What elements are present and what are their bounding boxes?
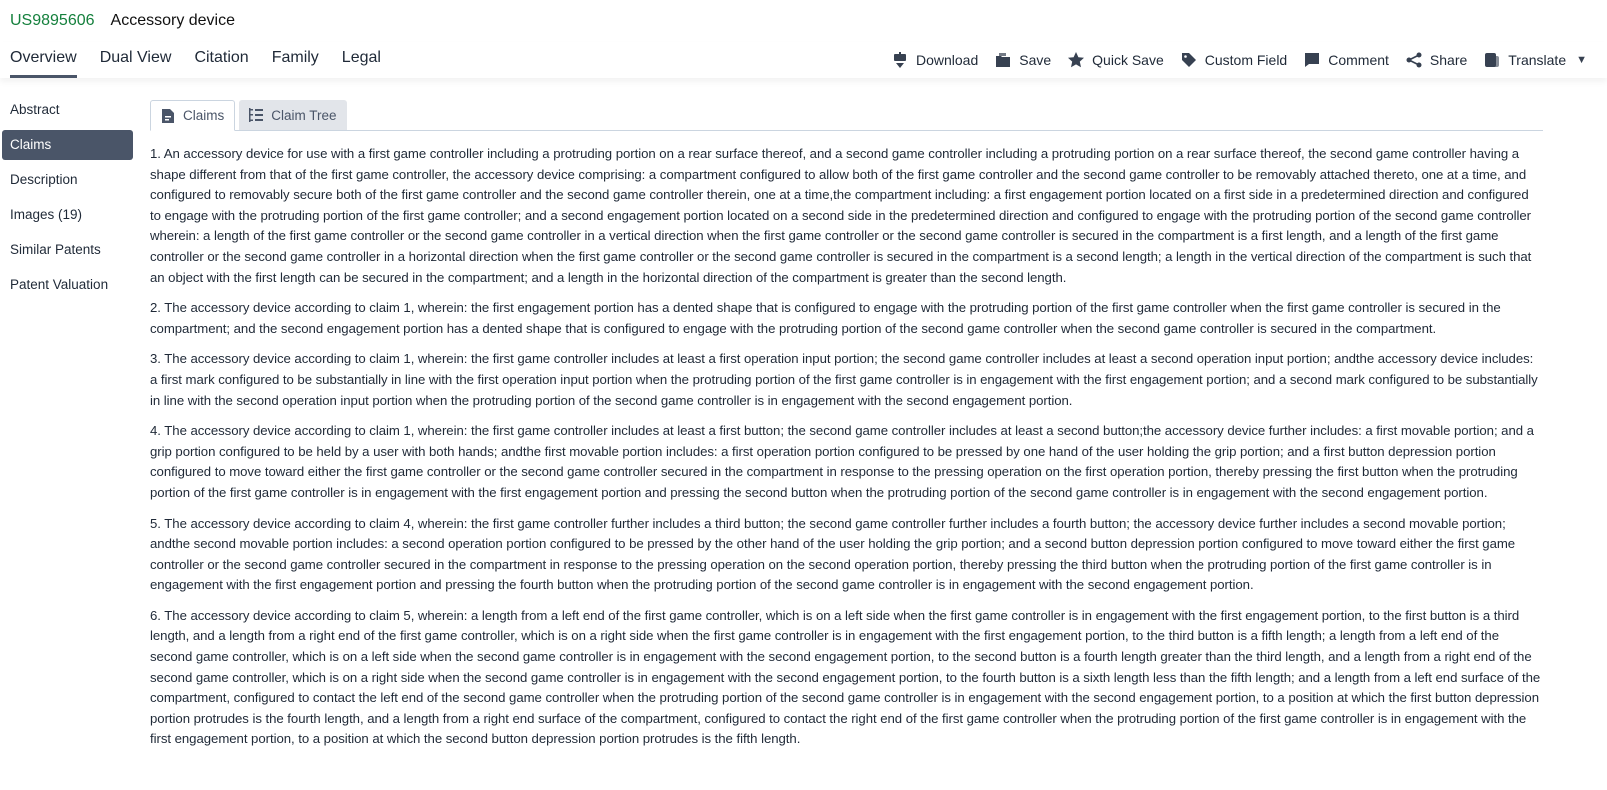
folder-icon bbox=[995, 52, 1011, 68]
star-icon bbox=[1068, 52, 1084, 68]
claims-panel bbox=[150, 100, 1543, 760]
save-label: Save bbox=[1019, 52, 1051, 68]
tab-overview[interactable]: Overview bbox=[10, 42, 77, 78]
claim-2: 2. The accessory device according to claim 1, wherein: the first engagement portion has a dented shape that is configured to engage with the protruding portion of the first game controller when the first game controller is secured in the compartment; and the second engagement portion has a dented shape that is configured to engage with the protruding portion of the second game controller when the second game controller is secured in the compartment. bbox=[150, 298, 1543, 339]
patent-title: Accessory device bbox=[111, 12, 236, 30]
sidebar-item-abstract[interactable]: Abstract bbox=[2, 95, 133, 125]
sidebar-item-claims[interactable]: Claims bbox=[2, 130, 133, 160]
tree-list-icon bbox=[249, 108, 263, 122]
claims-list bbox=[150, 131, 1543, 750]
patent-number[interactable]: US9895606 bbox=[10, 12, 95, 30]
main-nav bbox=[0, 42, 1607, 78]
share-button[interactable] bbox=[1406, 52, 1467, 68]
tab-claims-label: Claims bbox=[183, 108, 224, 123]
quick-save-button[interactable] bbox=[1068, 52, 1164, 68]
tag-icon bbox=[1181, 52, 1197, 68]
claim-6: 6. The accessory device according to claim 5, wherein: a length from a left end of the first game controller, which is on a left side when the first game controller is in engagement with the first engagement portion, to the first button is a third length, and a length from a right end of the first game controller, which is on a right side when the first game controller is in engagement with the first engagement portion, to the third button is a fifth length; a length from a left end of the second game controller, which is on a left side when the second game controller is in engagement with the second engagement portion, to the second button is a fourth length greater than the third length, and a length from a right end of the second game controller, which is on a right side when the second game controller is in engagement with the second engagement portion, to the fourth button is a sixth length less than the fifth length; and a length from a left end surface of the compartment, configured to contact the left end of the second game controller when the protruding portion of the second game controller is in engagement with the second engagement portion, to a position at which the first button depression portion protrudes is the fourth length, and a length from a right end surface of the compartment, configured to contact the right end of the first game controller when the protruding portion of the first game controller is in engagement with the first engagement portion, to a position at which the second button depression portion protrudes is the fifth length. bbox=[150, 606, 1543, 750]
tab-claims[interactable] bbox=[150, 100, 235, 131]
sidebar-item-images[interactable]: Images (19) bbox=[2, 200, 133, 230]
comment-button[interactable] bbox=[1304, 52, 1389, 68]
comment-label: Comment bbox=[1328, 52, 1389, 68]
translate-button[interactable] bbox=[1484, 52, 1587, 68]
share-label: Share bbox=[1430, 52, 1467, 68]
tab-claim-tree[interactable] bbox=[239, 100, 346, 130]
custom-field-label: Custom Field bbox=[1205, 52, 1287, 68]
document-icon bbox=[161, 109, 175, 123]
sidebar-item-patent-valuation[interactable]: Patent Valuation bbox=[2, 270, 133, 300]
tab-family[interactable]: Family bbox=[272, 42, 319, 78]
claim-3: 3. The accessory device according to claim 1, wherein: the first game controller includes at least a first operation input portion; the second game controller includes at least a second operation input portion; andthe accessory device includes: a first mark configured to be substantially in line with the first operation input portion when the protruding portion of the first game controller is in engagement with the first engagement portion; and a second mark configured to be substantially in line with the second operation input portion when the protruding portion of the second game controller is in engagement with the second engagement portion. bbox=[150, 349, 1543, 411]
sidebar-item-description[interactable]: Description bbox=[2, 165, 133, 195]
share-icon bbox=[1406, 52, 1422, 68]
toolbar bbox=[875, 42, 1607, 78]
download-label: Download bbox=[916, 52, 978, 68]
pdf-download-icon bbox=[892, 52, 908, 68]
comment-icon bbox=[1304, 52, 1320, 68]
content-tabs bbox=[150, 100, 1543, 131]
translate-label: Translate bbox=[1508, 52, 1566, 68]
quick-save-label: Quick Save bbox=[1092, 52, 1164, 68]
claim-1: 1. An accessory device for use with a first game controller including a protruding portion on a rear surface thereof, and a second game controller including a protruding portion on a rear surface thereof, the second game controller having a shape different from that of the first game controller, the accessory device comprising: a compartment configured to allow both of the first game controller and the second game controller to be removably attached thereto, one at a time, and configured to removably secure both of the first game controller and the second game controller therein, one at a time,the compartment including: a first engagement portion located on a first side in a predetermined direction and configured to engage with the protruding portion of the first game controller; and a second engagement portion located on a second side in the predetermined direction and configured to engage with the protruding portion of the second game controller wherein: a length of the first game controller or the second game controller in a vertical direction when the first game controller or the second game controller is secured in the compartment is a first length, and a length of the first game controller or the second game controller in a horizontal direction when the first game controller or the second game controller is secured in the compartment is a second length; a length in the vertical direction of the compartment is such that an object with the first length can be secured in the compartment; and a length in the horizontal direction of the compartment is greater than the second length. bbox=[150, 144, 1543, 288]
patent-header bbox=[0, 0, 1607, 42]
translate-icon bbox=[1484, 52, 1500, 68]
tab-citation[interactable]: Citation bbox=[194, 42, 248, 78]
claim-5: 5. The accessory device according to claim 4, wherein: the first game controller further includes a third button; the second game controller further includes a fourth button; the accessory device further includes a second movable portion; andthe second movable portion includes: a second operation portion configured to be pressed by the other hand of the user holding the grip portion; and a second button depression portion configured to move toward either the first game controller or the second game controller secured in the compartment in response to the pressing operation on the second operation portion, thereby pressing the third button when the protruding portion of the first game controller is in engagement with the first engagement portion and pressing the fourth button when the protruding portion of the second game controller is in engagement with the second engagement portion. bbox=[150, 514, 1543, 596]
tab-dual-view[interactable]: Dual View bbox=[100, 42, 172, 78]
claim-4: 4. The accessory device according to claim 1, wherein: the first game controller includes at least a first button; the second game controller includes at least a second button;the accessory device further includes: a first movable portion; and a grip portion configured to be held by a user with both hands; andthe first movable portion includes: a first operation portion configured to be pressed by one hand of the user holding the grip portion; and a first button depression portion configured to move toward either the first game controller or the second game controller secured in the compartment in response to the pressing operation on the first operation portion, thereby pressing the first button when the protruding portion of the first game controller is in engagement with the first engagement portion and pressing the second button when the protruding portion of the second game controller is in engagement with the second engagement portion. bbox=[150, 421, 1543, 503]
sidebar bbox=[2, 95, 133, 305]
download-button[interactable] bbox=[892, 52, 978, 68]
tab-claim-tree-label: Claim Tree bbox=[271, 108, 336, 123]
save-button[interactable] bbox=[995, 52, 1051, 68]
tab-legal[interactable]: Legal bbox=[342, 42, 381, 78]
custom-field-button[interactable] bbox=[1181, 52, 1287, 68]
chevron-down-icon: ▼ bbox=[1576, 54, 1587, 66]
sidebar-item-similar-patents[interactable]: Similar Patents bbox=[2, 235, 133, 265]
